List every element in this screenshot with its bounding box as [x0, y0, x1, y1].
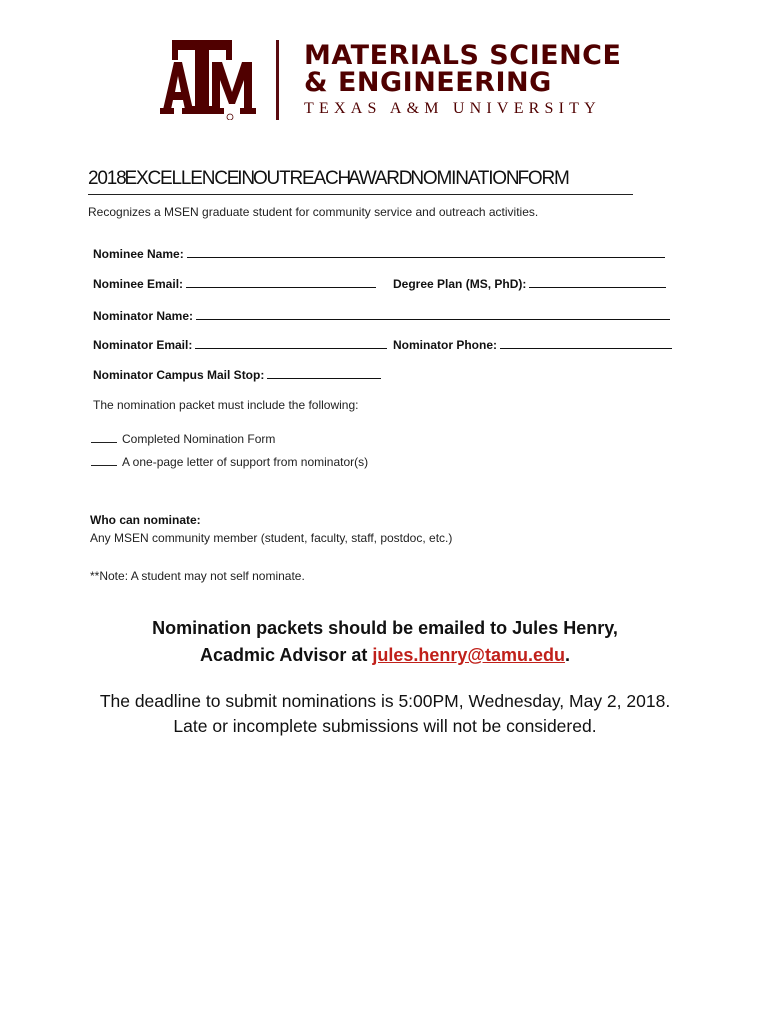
department-name-line1: MATERIALS SCIENCE: [304, 40, 622, 71]
deadline-line2: Late or incomplete submissions will not be considered.: [173, 716, 597, 736]
self-nomination-note: **Note: A student may not self nominate.: [90, 569, 305, 583]
checklist-item[interactable]: [91, 454, 368, 469]
form-subtitle: Recognizes a MSEN graduate student for community service and outreach activities.: [88, 205, 539, 219]
nominator-email-label: Nominator Email:: [93, 338, 193, 352]
checkbox-blank[interactable]: [91, 431, 117, 443]
campus-mail-stop-field[interactable]: [93, 366, 381, 382]
nominee-name-input-line[interactable]: [187, 245, 665, 258]
degree-plan-label: Degree Plan (MS, PhD):: [393, 277, 527, 291]
department-name-line2: & ENGINEERING: [304, 67, 552, 98]
packet-intro: The nomination packet must include the following:: [93, 398, 359, 412]
nominator-email-field[interactable]: [93, 336, 387, 352]
nominator-email-input-line[interactable]: [195, 336, 387, 349]
nominee-name-field[interactable]: [93, 245, 665, 261]
nominee-email-field[interactable]: [93, 275, 376, 291]
university-name: TEXAS A&M UNIVERSITY: [304, 100, 601, 117]
degree-plan-field[interactable]: [393, 275, 666, 291]
checklist-item-label: Completed Nomination Form: [122, 432, 276, 446]
checklist-item[interactable]: [91, 431, 275, 446]
submission-notice-suffix: .: [564, 645, 570, 665]
checklist-item-label: A one-page letter of support from nominator(s): [122, 455, 369, 469]
logo-divider: [276, 40, 279, 120]
atm-logo-icon: [160, 38, 260, 120]
submission-notice-line2: [0, 645, 770, 666]
nominator-name-input-line[interactable]: [196, 307, 670, 320]
nominator-name-label: Nominator Name:: [93, 309, 194, 323]
nominee-email-label: Nominee Email:: [93, 277, 184, 291]
campus-mail-stop-input-line[interactable]: [267, 366, 381, 379]
header-logo: [160, 38, 630, 124]
who-can-nominate-heading: Who can nominate:: [90, 513, 201, 527]
nominator-phone-input-line[interactable]: [500, 336, 672, 349]
nominee-email-input-line[interactable]: [186, 275, 376, 288]
nominator-phone-field[interactable]: [393, 336, 672, 352]
checkbox-blank[interactable]: [91, 454, 117, 466]
degree-plan-input-line[interactable]: [529, 275, 666, 288]
form-title: 2018 EXCELLENCE IN OUTREACH AWARD NOMINATION FORM: [88, 168, 569, 189]
nominator-phone-label: Nominator Phone:: [393, 338, 497, 352]
submission-notice-prefix: Acadmic Advisor at: [199, 645, 373, 665]
deadline-line1: The deadline to submit nominations is 5:00PM, Wednesday, May 2, 2018.: [99, 691, 671, 711]
advisor-email-link[interactable]: jules.henry@tamu.edu: [372, 645, 565, 665]
campus-mail-stop-label: Nominator Campus Mail Stop:: [93, 368, 265, 382]
nominator-name-field[interactable]: [93, 307, 670, 323]
title-underline: [88, 194, 633, 195]
who-can-nominate-text: Any MSEN community member (student, faculty, staff, postdoc, etc.): [90, 531, 453, 545]
nominee-name-label: Nominee Name:: [93, 247, 184, 261]
submission-notice-line1: Nomination packets should be emailed to Jules Henry,: [152, 618, 618, 638]
